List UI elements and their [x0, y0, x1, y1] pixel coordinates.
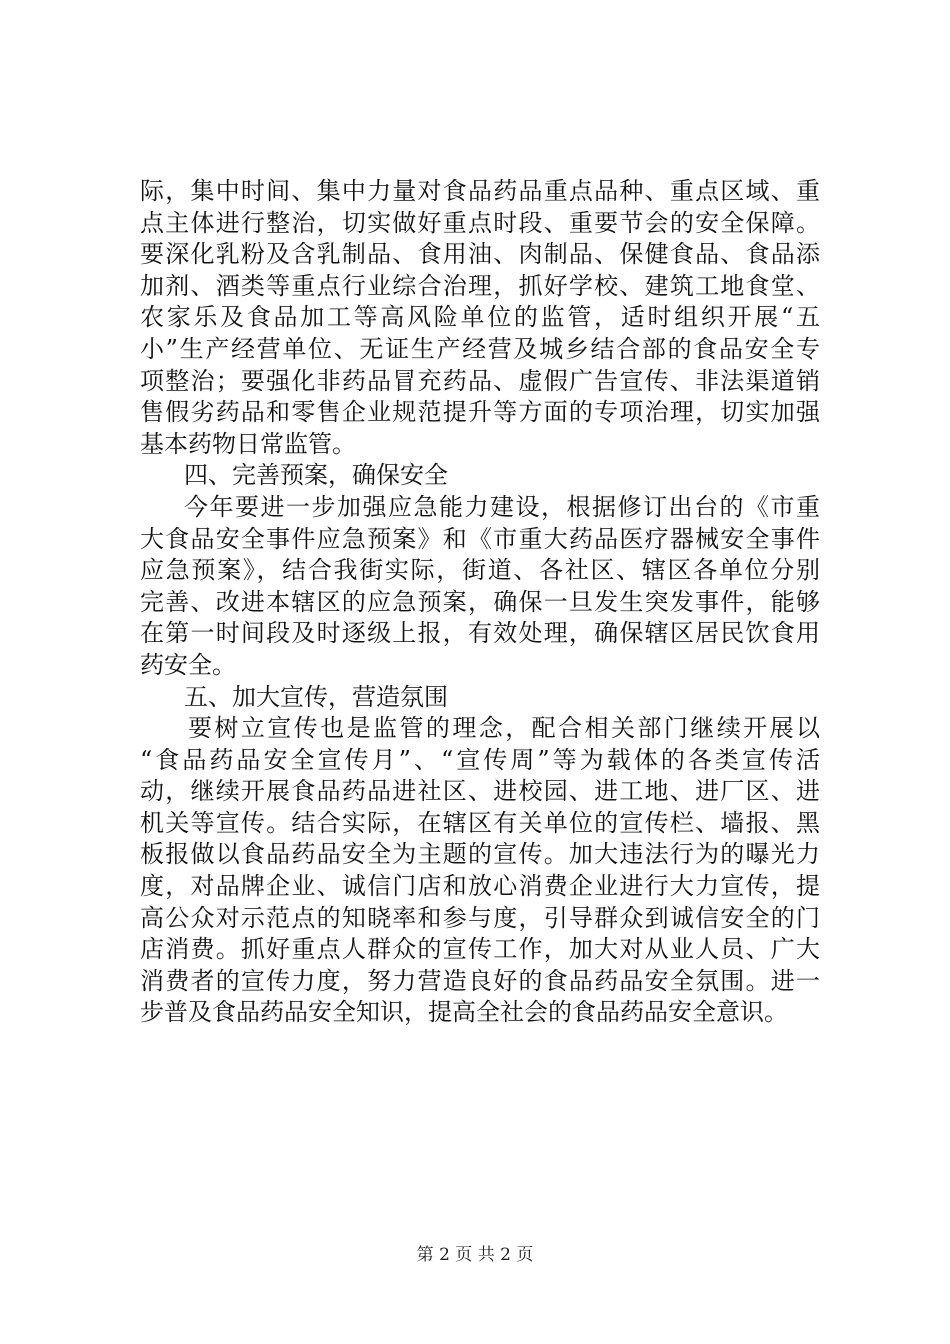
paragraph-line: 药安全。 [140, 650, 236, 679]
paragraph-line: 项整治；要强化非药品冒充药品、虚假广告宣传、非法渠道销 [140, 366, 820, 395]
paragraph-line: 要深化乳粉及含乳制品、食用油、肉制品、保健食品、食品添 [140, 240, 820, 269]
paragraph-line: 今年要进一步加强应急能力建设，根据修订出台的《市重 [184, 492, 820, 521]
paragraph-line: 加剂、酒类等重点行业综合治理，抓好学校、建筑工地食堂、 [140, 271, 820, 300]
paragraph-line: 基本药物日常监管。 [140, 429, 356, 458]
paragraph-line: 农家乐及食品加工等高风险单位的监管，适时组织开展“五 [140, 303, 820, 332]
section-heading: 五、加大宣传，营造氛围 [184, 682, 448, 711]
paragraph-line: 店消费。抓好重点人群众的宣传工作，加大对从业人员、广大 [140, 935, 820, 964]
paragraph-line: 要树立宣传也是监管的理念，配合相关部门继续开展以 [188, 714, 820, 743]
paragraph-line: “食品药品安全宣传月”、“宣传周”等为载体的各类宣传活 [140, 745, 820, 774]
paragraph-line: 应急预案》，结合我街实际，街道、各社区、辖区各单位分别 [140, 556, 820, 585]
document-body [140, 176, 820, 1029]
paragraph-line: 板报做以食品药品安全为主题的宣传。加大违法行为的曝光力 [140, 840, 820, 869]
paragraph-line: 完善、改进本辖区的应急预案，确保一旦发生突发事件，能够 [140, 587, 820, 616]
paragraph-line: 高公众对示范点的知晓率和参与度，引导群众到诚信安全的门 [140, 903, 820, 932]
paragraph-line: 度，对品牌企业、诚信门店和放心消费企业进行大力宣传，提 [140, 872, 820, 901]
section-heading: 四、完善预案，确保安全 [184, 461, 448, 490]
paragraph-line: 大食品安全事件应急预案》和《市重大药品医疗器械安全事件 [140, 524, 820, 553]
paragraph-line: 动，继续开展食品药品进社区、进校园、进工地、进厂区、进 [140, 777, 820, 806]
paragraph-line: 步普及食品药品安全知识，提高全社会的食品药品安全意识。 [140, 998, 788, 1027]
paragraph-line: 小”生产经营单位、无证生产经营及城乡结合部的食品安全专 [140, 334, 820, 363]
paragraph-line: 机关等宣传。结合实际，在辖区有关单位的宣传栏、墙报、黑 [140, 808, 820, 837]
paragraph-line: 消费者的宣传力度，努力营造良好的食品药品安全氛围。进一 [140, 966, 820, 995]
paragraph-line: 际，集中时间、集中力量对食品药品重点品种、重点区域、重 [140, 177, 820, 205]
paragraph-line: 在第一时间段及时逐级上报，有效处理，确保辖区居民饮食用 [140, 619, 820, 648]
paragraph-line: 点主体进行整治，切实做好重点时段、重要节会的安全保障。 [140, 208, 820, 237]
paragraph-line: 售假劣药品和零售企业规范提升等方面的专项治理，切实加强 [140, 398, 820, 427]
page-number-footer: 第 2 页 共 2 页 [416, 1245, 534, 1265]
